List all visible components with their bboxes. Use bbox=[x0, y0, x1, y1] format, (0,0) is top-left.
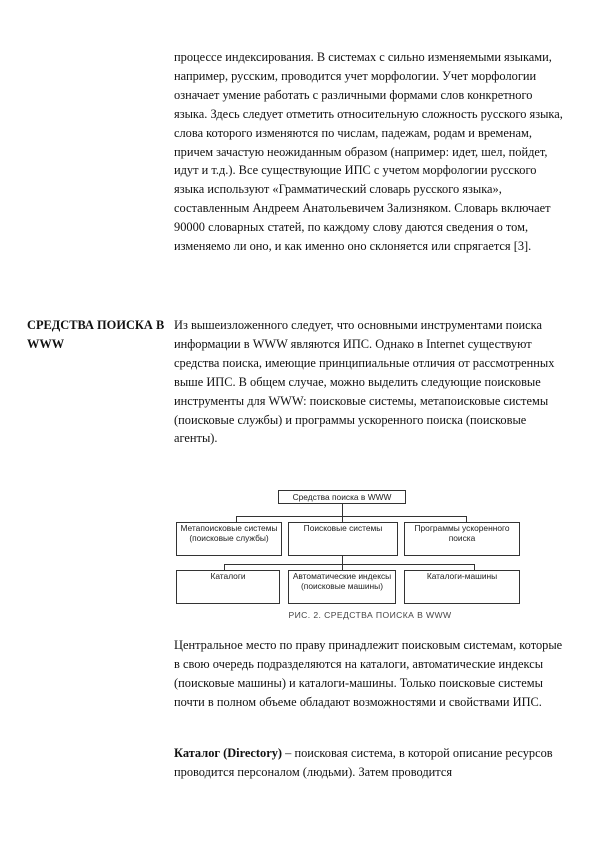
paragraph-morphology: процессе индексирования. В системах с сильно изменяемыми языками, например, русским, проводится учет морфологии. Учет морфологии означает умение работать с различными формами слов конкретного языка. Здесь следует отметить относительную сложность русского языка, слова которого изменяются по числам, падежам, родам и временам, причем зачастую неожиданным образом (например: идет, шел, пойдет, идут и т.д.). Все существующие ИПС с учетом морфологии русского языка используют «Грамматический словарь русского языка», составленным Андреем Анатольевичем Зализняком. Словарь включает 90000 словарных статей, по каждому слову даются сведения о том, изменяемо ли оно, и как именно оно склоняется или спрягается [3]. bbox=[174, 50, 563, 254]
diagram-label-catalog-machines: Каталоги-машины bbox=[426, 571, 498, 581]
diagram-label-search-systems: Поисковые системы bbox=[303, 523, 383, 533]
diagram-label-metasearch: Метапоисковые системы (поисковые службы) bbox=[180, 523, 278, 543]
term-directory: Каталог (Directory) bbox=[174, 746, 283, 760]
diagram-box-catalogs bbox=[176, 570, 280, 604]
connector bbox=[342, 556, 343, 564]
diagram-label-accelerated: Программы ускоренного поиска bbox=[414, 523, 510, 543]
paragraph-directory bbox=[174, 744, 566, 782]
figure-caption: РИС. 2. СРЕДСТВА ПОИСКА В WWW bbox=[288, 610, 452, 620]
paragraph-directory-text: – поисковая система, в которой описание ресурсов проводится персоналом (людьми). Затем проводится bbox=[174, 746, 553, 779]
diagram-box-search-systems bbox=[288, 522, 398, 556]
diagram-box-catalog-machines bbox=[404, 570, 520, 604]
diagram-box-accelerated bbox=[404, 522, 520, 556]
diagram-root-box bbox=[278, 490, 406, 504]
diagram-root-label: Средства поиска в WWW bbox=[292, 492, 392, 502]
diagram-label-auto-indexes: Автоматические индексы (поисковые машины) bbox=[292, 571, 392, 591]
connector bbox=[236, 516, 466, 517]
diagram-label-catalogs: Каталоги bbox=[210, 571, 246, 581]
paragraph-search-tools: Из вышеизложенного следует, что основными инструментами поиска информации в WWW являются ИПС. Однако в Internet существуют средства поиска, имеющие принципиальные отличия от рассмотренных выше ИПС. В общем случае, можно выделить следующие поисковые инструменты для WWW: поисковые системы, метапоисковые системы (поисковые службы) и программы ускоренного поиска (поисковые агенты). bbox=[174, 318, 555, 446]
diagram-box-metasearch bbox=[176, 522, 282, 556]
diagram-box-auto-indexes bbox=[288, 570, 396, 604]
connector bbox=[342, 504, 343, 516]
section-heading: СРЕДСТВА ПОИСКА В WWW bbox=[27, 318, 165, 351]
search-tools-diagram bbox=[160, 486, 580, 622]
connector bbox=[224, 564, 474, 565]
paragraph-search-systems: Центральное место по праву принадлежит поисковым системам, которые в свою очередь подразделяются на каталоги, автоматические индексы (поисковые машины) и каталоги-машины. Только поисковые системы почти в полном объеме обладают возможностями и свойствами ИПС. bbox=[174, 638, 563, 709]
